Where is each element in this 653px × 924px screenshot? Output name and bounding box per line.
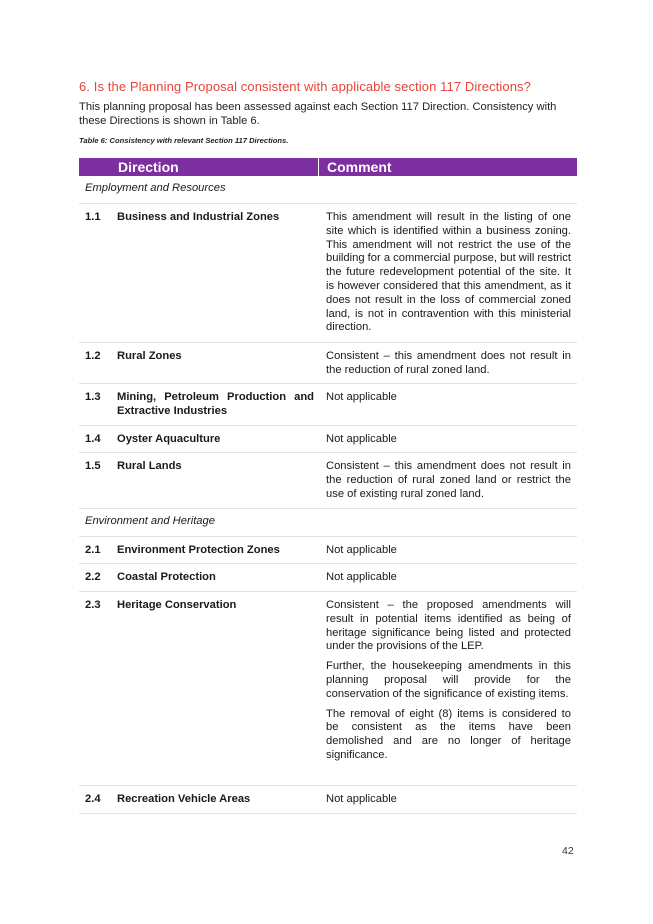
row-comment bbox=[320, 350, 571, 383]
row-number: 1.2 bbox=[85, 350, 101, 362]
row-direction: Mining, Petroleum Production and Extractive Industries bbox=[117, 391, 314, 417]
row-direction: Rural Zones bbox=[117, 350, 182, 362]
row-comment bbox=[320, 793, 571, 813]
comment-paragraph: Consistent – this amendment does not result in the reduction of rural zoned land. bbox=[326, 350, 571, 376]
row-direction: Recreation Vehicle Areas bbox=[117, 793, 251, 805]
row-number: 1.1 bbox=[85, 211, 101, 223]
comment-paragraph: Not applicable bbox=[326, 433, 397, 445]
comment-paragraph: Not applicable bbox=[326, 391, 397, 403]
table-row bbox=[79, 537, 577, 564]
row-direction: Rural Lands bbox=[117, 460, 182, 472]
table-caption: Table 6: Consistency with relevant Section 117 Directions. bbox=[79, 136, 289, 145]
comment-paragraph: Further, the housekeeping amendments in this planning proposal will provide for the conservation of the significance of existing items. bbox=[326, 660, 571, 700]
row-number: 1.5 bbox=[85, 460, 101, 472]
row-number: 1.3 bbox=[85, 391, 101, 403]
row-direction: Heritage Conservation bbox=[117, 599, 237, 611]
table-row bbox=[79, 426, 577, 453]
row-number: 2.3 bbox=[85, 599, 101, 611]
section-heading-row: Employment and Resources bbox=[79, 176, 577, 204]
row-direction: Coastal Protection bbox=[117, 571, 216, 583]
row-number: 2.2 bbox=[85, 571, 101, 583]
row-direction: Oyster Aquaculture bbox=[117, 433, 221, 445]
row-direction: Business and Industrial Zones bbox=[117, 211, 280, 223]
table-header bbox=[79, 158, 577, 176]
table-row bbox=[79, 564, 577, 592]
comment-paragraph: Not applicable bbox=[326, 793, 397, 805]
header-direction: Direction bbox=[79, 158, 319, 176]
row-comment bbox=[320, 211, 571, 342]
comment-paragraph: Not applicable bbox=[326, 544, 397, 556]
row-comment bbox=[320, 571, 571, 591]
comment-paragraph: Not applicable bbox=[326, 571, 397, 583]
row-comment bbox=[320, 599, 571, 785]
comment-paragraph: This amendment will result in the listing of one site which is identified within a business zoning. This amendment will not restrict the use of the building for a commercial purpose, but will restrict the future redevelopment potential of the site. It is however considered that this amendment, as it does not result in the loss of commercial zoned land, is not in contravention with this ministerial direction. bbox=[326, 211, 571, 334]
comment-paragraph: Consistent – this amendment does not result in the reduction of rural zoned land or restrict the use of existing rural zoned land. bbox=[326, 460, 571, 500]
table-row bbox=[79, 786, 577, 814]
table-row bbox=[79, 204, 577, 343]
consistency-table bbox=[79, 158, 577, 814]
table-row bbox=[79, 384, 577, 426]
comment-paragraph: Consistent – the proposed amendments will result in potential items identified as being of heritage significance being listed and protected under the provisions of the LEP. bbox=[326, 599, 571, 653]
row-number: 2.4 bbox=[85, 793, 101, 805]
section-heading-row: Environment and Heritage bbox=[79, 509, 577, 537]
table-row bbox=[79, 343, 577, 384]
row-comment bbox=[320, 460, 571, 508]
table-row bbox=[79, 453, 577, 509]
row-direction: Environment Protection Zones bbox=[117, 544, 280, 556]
intro-paragraph: This planning proposal has been assessed against each Section 117 Direction. Consistency with these Directions is shown in Table 6. bbox=[79, 101, 557, 127]
row-number: 1.4 bbox=[85, 433, 101, 445]
header-comment: Comment bbox=[327, 159, 392, 175]
row-comment bbox=[320, 391, 571, 425]
page-number: 42 bbox=[562, 845, 574, 857]
row-number: 2.1 bbox=[85, 544, 101, 556]
row-comment bbox=[320, 433, 571, 452]
section-heading: 6. Is the Planning Proposal consistent with applicable section 117 Directions? bbox=[79, 79, 531, 94]
row-comment bbox=[320, 544, 571, 563]
table-row bbox=[79, 592, 577, 786]
comment-paragraph: The removal of eight (8) items is considered to be consistent as the items have been demolished and are no longer of heritage significance. bbox=[326, 707, 571, 761]
